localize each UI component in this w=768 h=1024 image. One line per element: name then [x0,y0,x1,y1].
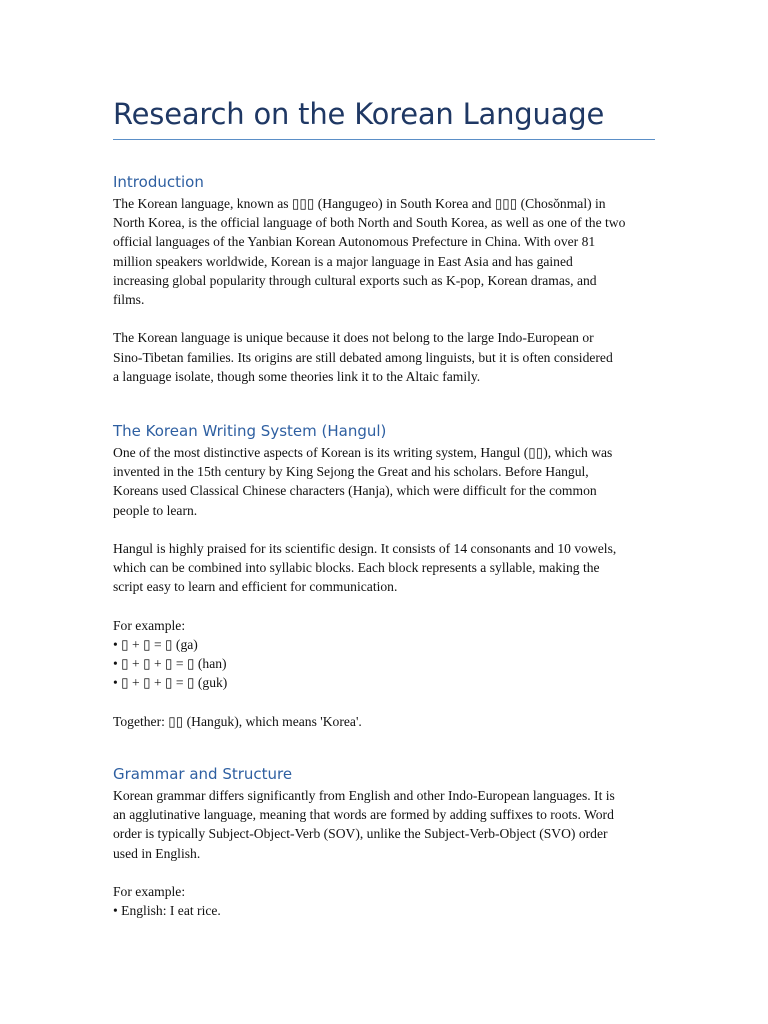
paragraph [113,443,658,520]
text-line: used in English. [113,845,201,861]
text-line: official languages of the Yanbian Korean Autonomous Prefecture in China. With over 81 [113,234,596,250]
list-item: • ▯ + ▯ + ▯ = ▯ (guk) [113,675,228,691]
text-line: people to learn. [113,502,198,518]
text-line: a language isolate, though some theories link it to the Altaic family. [113,368,481,384]
section-heading: The Korean Writing System (Hangul) [113,422,387,440]
paragraph [113,786,658,863]
text-line: an agglutinative language, meaning that words are formed by adding suffixes to roots. Word [113,807,614,823]
document-title: Research on the Korean Language [113,97,605,131]
text-line: script easy to learn and efficient for communication. [113,579,398,595]
section-heading: Introduction [113,173,204,191]
example-list [113,901,658,920]
together-note: Together: ▯▯ (Hanguk), which means 'Korea'. [113,713,362,729]
text-line: order is typically Subject-Object-Verb (SOV), unlike the Subject-Verb-Object (SVO) order [113,826,608,842]
text-line: Korean grammar differs significantly from English and other Indo-European languages. It is [113,788,615,803]
section-introduction [113,171,658,386]
list-item: • ▯ + ▯ + ▯ = ▯ (han) [113,656,227,672]
text-line: increasing global popularity through cultural exports such as K-pop, Korean dramas, and [113,272,597,288]
text-line: Sino-Tibetan families. Its origins are still debated among linguists, but it is often considered [113,349,613,365]
paragraph [113,539,658,597]
text-line: The Korean language is unique because it does not belong to the large Indo-European or [113,330,594,346]
example-list [113,635,658,693]
section-heading: Grammar and Structure [113,765,293,783]
section-grammar [113,763,658,920]
text-line: million speakers worldwide, Korean is a major language in East Asia and has gained [113,253,573,269]
paragraph [113,194,658,309]
text-line: Koreans used Classical Chinese characters (Hanja), which were difficult for the common [113,483,597,499]
text-line: The Korean language, known as ▯▯▯ (Hangugeo) in South Korea and ▯▯▯ (Chosŏnmal) in [113,196,606,211]
text-line: North Korea, is the official language of both North and South Korea, as well as one of the two [113,215,626,231]
section-hangul [113,420,658,731]
list-item: • English: I eat rice. [113,903,221,919]
title-divider [113,139,655,140]
text-line: which can be combined into syllabic blocks. Each block represents a syllable, making the [113,560,600,576]
paragraph [113,328,658,386]
text-line: One of the most distinctive aspects of Korean is its writing system, Hangul (▯▯), which was [113,445,613,460]
list-item: • ▯ + ▯ = ▯ (ga) [113,637,198,652]
example-label: For example: [113,617,186,633]
example-label: For example: [113,884,186,899]
text-line: films. [113,292,145,308]
text-line: invented in the 15th century by King Sejong the Great and his scholars. Before Hangul, [113,464,589,480]
text-line: Hangul is highly praised for its scientific design. It consists of 14 consonants and 10 vowels, [113,541,617,556]
